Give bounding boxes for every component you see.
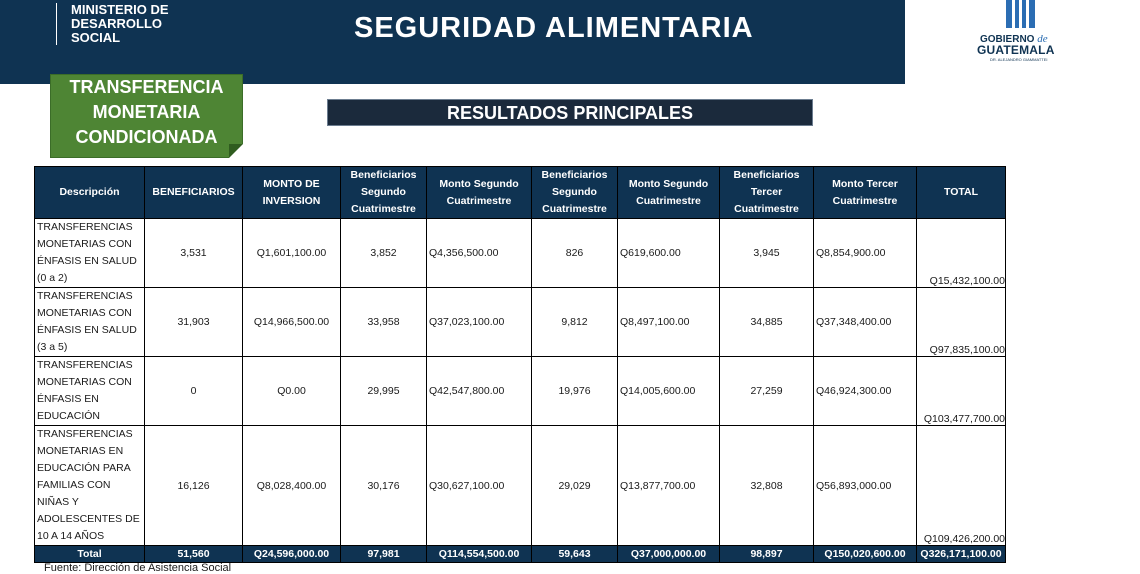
cell-monto-tercer: Q46,924,300.00 — [814, 357, 917, 426]
cell-benef-segundo-1: 29,995 — [341, 357, 427, 426]
program-line: MONETARIA — [92, 102, 201, 122]
cell-beneficiarios: 3,531 — [145, 219, 243, 288]
results-table — [34, 166, 1006, 563]
cell-benef-segundo-2: 826 — [532, 219, 618, 288]
cell-total: Q15,432,100.00 — [917, 219, 1006, 288]
cell-monto-segundo-1: Q30,627,100.00 — [427, 426, 532, 546]
table-row — [35, 288, 1006, 357]
description-line: MONETARIAS CON — [37, 376, 132, 388]
cell-monto-inversion: Q14,966,500.00 — [243, 288, 341, 357]
table-row — [35, 426, 1006, 546]
cell-monto-tercer: Q37,348,400.00 — [814, 288, 917, 357]
description-line: ÉNFASIS EN SALUD — [37, 255, 137, 267]
description-line: ÉNFASIS EN — [37, 393, 99, 405]
cell-monto-segundo-2: Q619,600.00 — [618, 219, 720, 288]
description-line: 10 A 14 AÑOS — [37, 530, 105, 542]
total-value: 97,981 — [341, 546, 427, 563]
description-line: ADOLESCENTES DE — [37, 513, 140, 525]
cell-benef-tercer: 27,259 — [720, 357, 814, 426]
column-header-line: Cuatrimestre — [636, 194, 701, 207]
table-total-row — [35, 546, 1006, 563]
column-header-line: Segundo — [361, 186, 406, 198]
gov-logo-line3: DR. ALEJANDRO GIAMMATTEI — [990, 57, 1048, 62]
cell-monto-segundo-1: Q37,023,100.00 — [427, 288, 532, 357]
column-header-line: Monto Segundo — [439, 177, 519, 190]
column-header-line: Beneficiarios — [541, 169, 608, 181]
cell-monto-segundo-2: Q14,005,600.00 — [618, 357, 720, 426]
cell-monto-inversion: Q8,028,400.00 — [243, 426, 341, 546]
cell-benef-tercer: 32,808 — [720, 426, 814, 546]
total-value: Q326,171,100.00 — [917, 546, 1006, 563]
ministry-line: SOCIAL — [71, 30, 121, 45]
source-note: Fuente: Dirección de Asistencia Social — [44, 562, 232, 574]
cell-benef-tercer: 3,945 — [720, 219, 814, 288]
description-line: (0 a 2) — [37, 272, 68, 284]
table-row — [35, 219, 1006, 288]
cell-benef-segundo-2: 9,812 — [532, 288, 618, 357]
row-description — [35, 288, 145, 357]
row-description — [35, 426, 145, 546]
description-line: NIÑAS Y — [37, 496, 79, 508]
column-header-line: Descripción — [59, 186, 120, 198]
folded-corner — [229, 144, 243, 158]
cell-beneficiarios: 16,126 — [145, 426, 243, 546]
description-line: MONETARIAS EN — [37, 445, 124, 457]
page-title: SEGURIDAD ALIMENTARIA — [354, 12, 754, 44]
column-header-line: Cuatrimestre — [351, 203, 416, 215]
row-description — [35, 219, 145, 288]
description-line: FAMILIAS CON — [37, 479, 111, 491]
column-header-line: Monto Segundo — [628, 177, 709, 190]
column-header-line: Cuatrimestre — [542, 203, 607, 215]
program-line: CONDICIONADA — [75, 127, 218, 147]
column-header-line: INVERSION — [262, 194, 321, 207]
total-value: 51,560 — [145, 546, 243, 563]
column-header — [145, 167, 243, 219]
cell-benef-segundo-2: 19,976 — [532, 357, 618, 426]
total-value: 59,643 — [532, 546, 618, 563]
cell-total: Q103,477,700.00 — [917, 357, 1006, 426]
total-value: 98,897 — [720, 546, 814, 563]
cell-monto-segundo-1: Q42,547,800.00 — [427, 357, 532, 426]
column-header — [917, 167, 1006, 219]
total-value: Q37,000,000.00 — [618, 546, 720, 563]
flag-stripes-icon — [1006, 0, 1036, 28]
gov-logo-line2: GUATEMALA — [977, 43, 1055, 57]
cell-monto-inversion: Q1,601,100.00 — [243, 219, 341, 288]
cell-monto-segundo-2: Q13,877,700.00 — [618, 426, 720, 546]
total-label: Total — [35, 546, 145, 563]
gov-logo-line1: GOBIERNO de — [980, 33, 1048, 45]
column-header — [618, 167, 720, 219]
cell-total: Q109,426,200.00 — [917, 426, 1006, 546]
cell-monto-segundo-2: Q8,497,100.00 — [618, 288, 720, 357]
description-line: EDUCACIÓN PARA — [37, 462, 131, 474]
description-line: TRANSFERENCIAS — [37, 290, 133, 302]
program-line: TRANSFERENCIA — [69, 77, 224, 97]
column-header — [35, 167, 145, 219]
row-description — [35, 357, 145, 426]
cell-benef-segundo-2: 29,029 — [532, 426, 618, 546]
column-header — [814, 167, 917, 219]
column-header — [720, 167, 814, 219]
column-header-line: TOTAL — [943, 186, 979, 198]
column-header-line: BENEFICIARIOS — [152, 186, 235, 198]
ministry-logo-text — [56, 3, 169, 45]
description-line: EDUCACIÓN — [37, 410, 101, 422]
cell-benef-segundo-1: 3,852 — [341, 219, 427, 288]
results-heading: RESULTADOS PRINCIPALES — [327, 99, 813, 126]
column-header-line: Beneficiarios — [350, 169, 417, 181]
column-header-line: Cuatrimestre — [832, 194, 898, 207]
description-line: TRANSFERENCIAS — [37, 428, 133, 440]
column-header-line: Monto Tercer — [832, 177, 898, 190]
cell-beneficiarios: 31,903 — [145, 288, 243, 357]
description-line: ÉNFASIS EN SALUD — [37, 324, 137, 336]
table-row — [35, 357, 1006, 426]
description-line: MONETARIAS CON — [37, 307, 132, 319]
program-label — [50, 74, 243, 158]
column-header-line: Cuatrimestre — [446, 194, 512, 207]
cell-beneficiarios: 0 — [145, 357, 243, 426]
column-header — [243, 167, 341, 219]
description-line: MONETARIAS CON — [37, 238, 132, 250]
description-line: TRANSFERENCIAS — [37, 221, 133, 233]
ministry-line: DESARROLLO — [71, 16, 162, 31]
column-header-line: Tercer — [750, 186, 783, 198]
cell-monto-tercer: Q8,854,900.00 — [814, 219, 917, 288]
header-banner — [0, 0, 905, 84]
cell-monto-segundo-1: Q4,356,500.00 — [427, 219, 532, 288]
column-header-line: Segundo — [552, 186, 597, 198]
cell-benef-segundo-1: 30,176 — [341, 426, 427, 546]
ministry-line: MINISTERIO DE — [71, 2, 169, 17]
column-header-line: MONTO DE — [263, 177, 320, 190]
cell-monto-tercer: Q56,893,000.00 — [814, 426, 917, 546]
cell-benef-tercer: 34,885 — [720, 288, 814, 357]
description-line: (3 a 5) — [37, 341, 68, 353]
cell-monto-inversion: Q0.00 — [243, 357, 341, 426]
cell-total: Q97,835,100.00 — [917, 288, 1006, 357]
total-value: Q114,554,500.00 — [427, 546, 532, 563]
cell-benef-segundo-1: 33,958 — [341, 288, 427, 357]
column-header — [532, 167, 618, 219]
column-header-line: Cuatrimestre — [734, 203, 799, 215]
total-value: Q150,020,600.00 — [814, 546, 917, 563]
table-header-row — [35, 167, 1006, 219]
description-line: TRANSFERENCIAS — [37, 359, 133, 371]
total-value: Q24,596,000.00 — [243, 546, 341, 563]
government-logo — [976, 0, 1066, 64]
column-header-line: Beneficiarios — [733, 169, 800, 181]
column-header — [341, 167, 427, 219]
column-header — [427, 167, 532, 219]
